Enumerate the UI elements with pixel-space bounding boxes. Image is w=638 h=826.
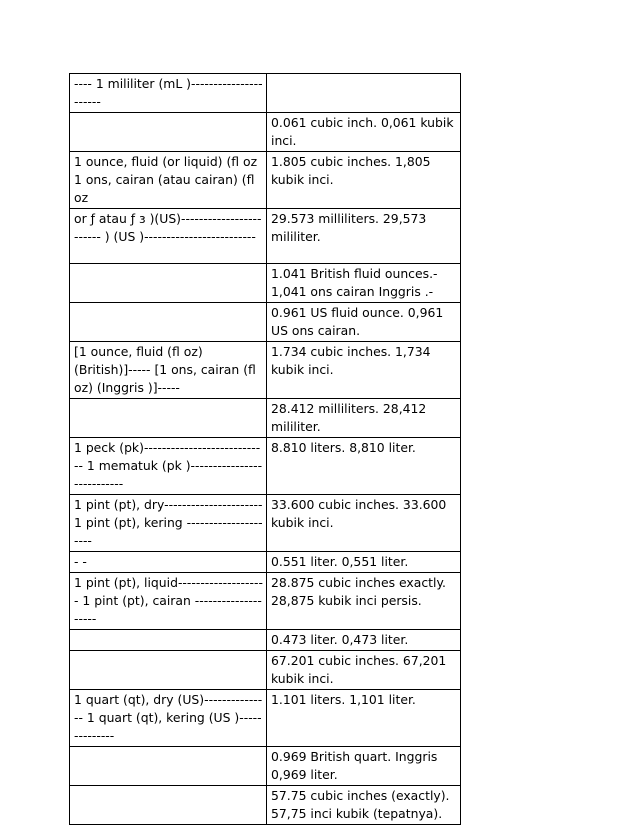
table-cell-value: 8.810 liters. 8,810 liter. [267, 438, 461, 495]
table-cell-value: 57.75 cubic inches (exactly). 57,75 inci kubik (tepatnya). [267, 786, 461, 825]
table-cell-unit: - - [70, 552, 267, 573]
table-cell-value: 28.875 cubic inches exactly. 28,875 kubik inci persis. [267, 573, 461, 630]
table-row [70, 209, 461, 264]
table-row [70, 630, 461, 651]
table-row [70, 399, 461, 438]
table-cell-value: 0.969 British quart. Inggris 0,969 liter. [267, 747, 461, 786]
table-cell-unit: 1 quart (qt), dry (US)--------------- 1 quart (qt), kering (US )-------------- [70, 690, 267, 747]
table-cell-value: 0.061 cubic inch. 0,061 kubik inci. [267, 113, 461, 152]
table-row [70, 113, 461, 152]
table-cell-unit [70, 630, 267, 651]
table-cell-value: 1.805 cubic inches. 1,805 kubik inci. [267, 152, 461, 209]
table-cell-unit: 1 pint (pt), liquid-------------------- 1 pint (pt), cairan -------------------- [70, 573, 267, 630]
table-row [70, 651, 461, 690]
table-cell-value: 0.473 liter. 0,473 liter. [267, 630, 461, 651]
table-cell-value: 67.201 cubic inches. 67,201 kubik inci. [267, 651, 461, 690]
table-cell-unit [70, 113, 267, 152]
table-cell-value: 28.412 milliliters. 28,412 mililiter. [267, 399, 461, 438]
table-cell-value: 0.551 liter. 0,551 liter. [267, 552, 461, 573]
table-cell-unit: ---- 1 mililiter (mL )---------------------- [70, 74, 267, 113]
table-cell-unit [70, 399, 267, 438]
table-row [70, 152, 461, 209]
table-row [70, 786, 461, 825]
table-cell-value: 33.600 cubic inches. 33.600 kubik inci. [267, 495, 461, 552]
table-cell-value [267, 74, 461, 113]
table-cell-unit: 1 peck (pk)---------------------------- 1 mematuk (pk )--------------------------- [70, 438, 267, 495]
table-cell-value: 1.041 British fluid ounces.- 1,041 ons cairan Inggris .- [267, 264, 461, 303]
table-row [70, 342, 461, 399]
table-cell-value: 0.961 US fluid ounce. 0,961 US ons cairan. [267, 303, 461, 342]
table-row [70, 690, 461, 747]
table-cell-value: 29.573 milliliters. 29,573 mililiter. [267, 209, 461, 264]
table-cell-unit: or ƒ atau ƒ з )(US)------------------------ ) (US )------------------------- [70, 209, 267, 264]
table-row [70, 552, 461, 573]
table-cell-unit [70, 747, 267, 786]
table-cell-unit [70, 264, 267, 303]
table-row [70, 438, 461, 495]
table-cell-unit: [1 ounce, fluid (fl oz) (British)]----- [1 ons, cairan (fl oz) (Inggris )]----- [70, 342, 267, 399]
table-cell-unit: 1 pint (pt), dry---------------------- 1 pint (pt), kering --------------------- [70, 495, 267, 552]
table-cell-value: 1.734 cubic inches. 1,734 kubik inci. [267, 342, 461, 399]
table-row [70, 573, 461, 630]
table-row [70, 264, 461, 303]
table-cell-unit: 1 ounce, fluid (or liquid) (fl oz 1 ons, cairan (atau cairan) (fl oz [70, 152, 267, 209]
table-cell-unit [70, 786, 267, 825]
document-page [69, 73, 460, 825]
table-row [70, 495, 461, 552]
table-cell-value: 1.101 liters. 1,101 liter. [267, 690, 461, 747]
conversion-table [69, 73, 461, 825]
table-row [70, 74, 461, 113]
table-cell-unit [70, 651, 267, 690]
table-row [70, 747, 461, 786]
table-row [70, 303, 461, 342]
table-cell-unit [70, 303, 267, 342]
